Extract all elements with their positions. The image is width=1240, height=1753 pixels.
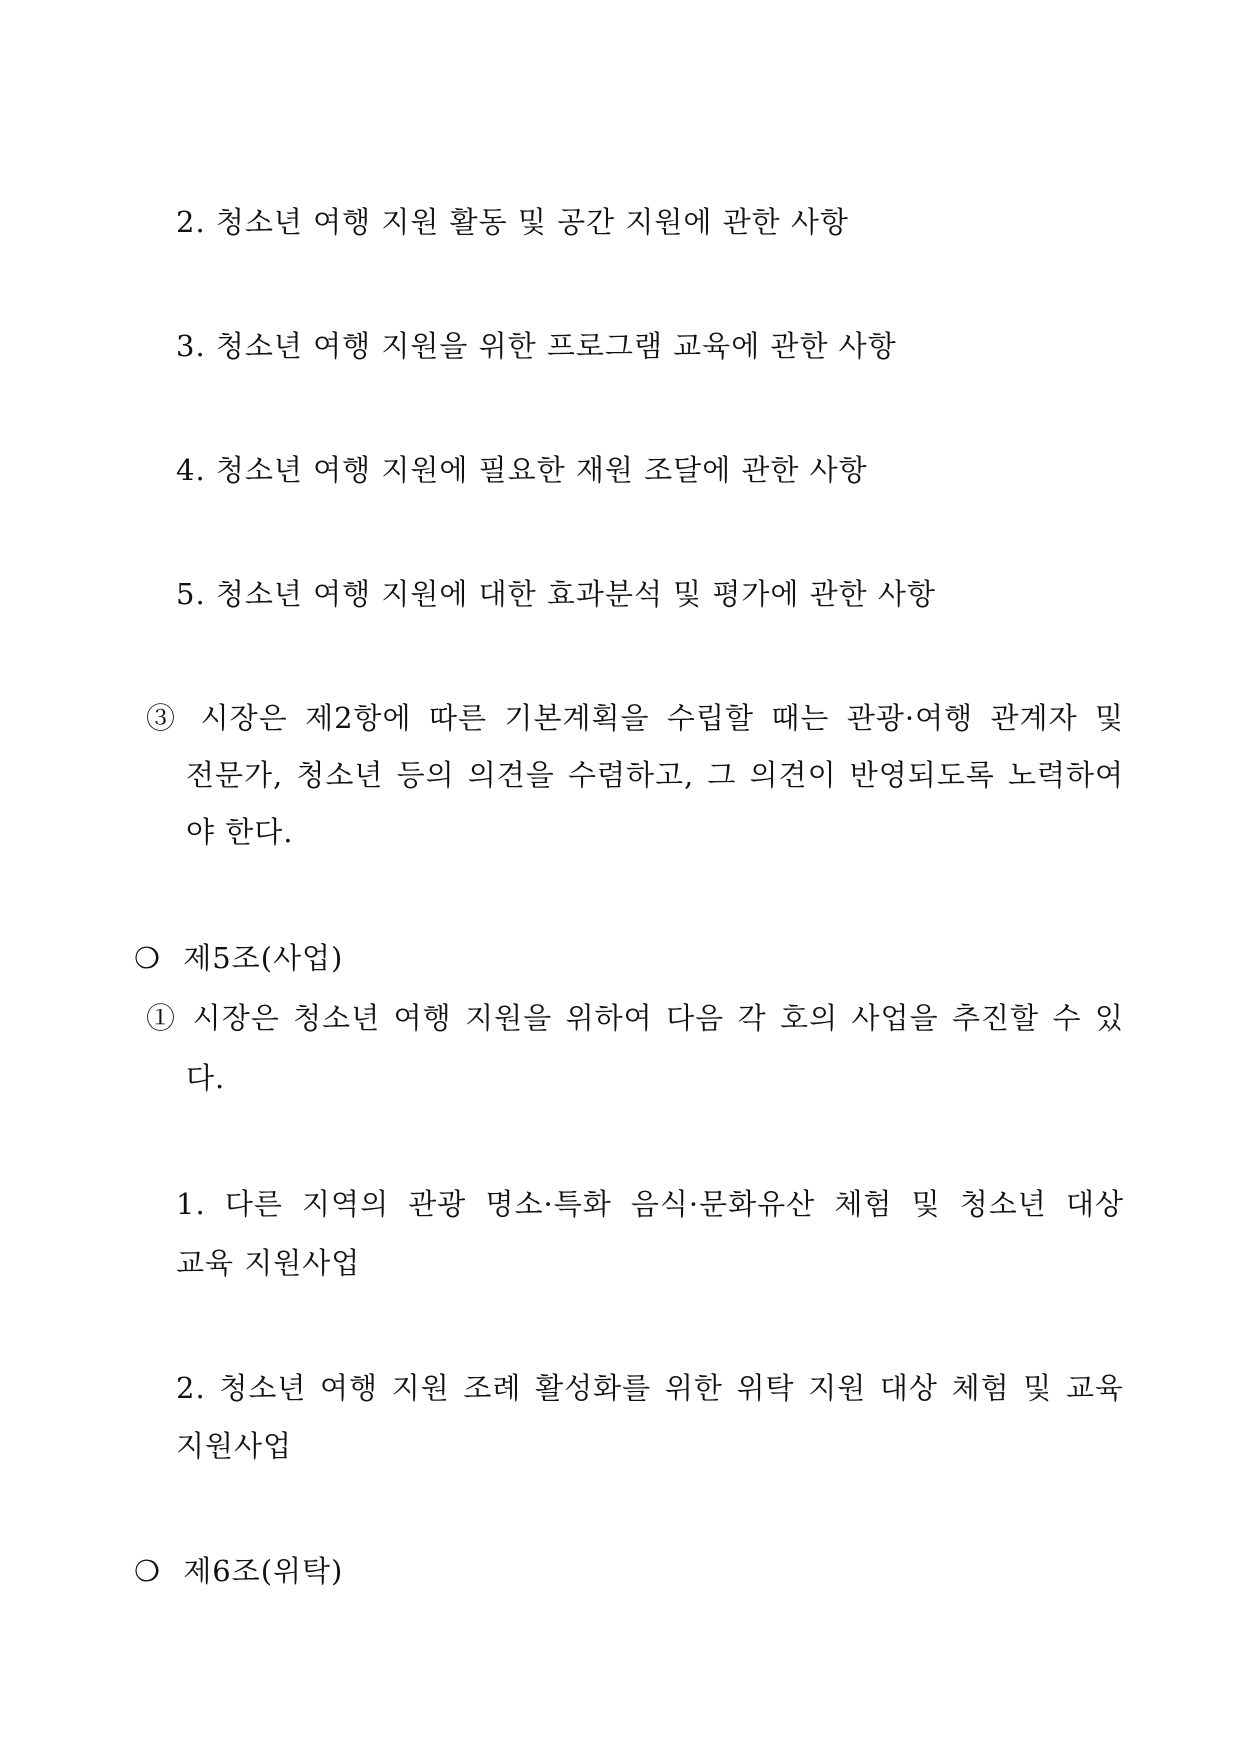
article-5-heading <box>134 940 343 976</box>
article-5-item-2-line-1: 2. 청소년 여행 지원 조례 활성화를 위한 위탁 지원 대상 체험 및 교육 <box>176 1371 1124 1405</box>
article-5-item-1-line-2: 교육 지원사업 <box>176 1246 361 1280</box>
list-item-4: 4. 청소년 여행 지원에 필요한 재원 조달에 관한 사항 <box>176 453 868 487</box>
paragraph-3-line-3: 야 한다. <box>186 815 294 849</box>
circle-bullet-icon: ❍ <box>134 1554 161 1588</box>
article-5-para-1-line-1: ① 시장은 청소년 여행 지원을 위하여 다음 각 호의 사업을 추진할 수 있 <box>146 1001 1124 1035</box>
list-item-5: 5. 청소년 여행 지원에 대한 효과분석 및 평가에 관한 사항 <box>176 577 936 611</box>
list-item-3: 3. 청소년 여행 지원을 위한 프로그램 교육에 관한 사항 <box>176 329 897 363</box>
article-6-heading <box>134 1553 343 1589</box>
article-5-para-1-line-2: 다. <box>186 1061 226 1095</box>
article-5-item-1-line-1: 1. 다른 지역의 관광 명소·특화 음식·문화유산 체험 및 청소년 대상 <box>176 1187 1124 1221</box>
article-6-title: 제6조(위탁) <box>183 1554 344 1588</box>
article-5-item-2-line-2: 지원사업 <box>176 1429 293 1463</box>
paragraph-3-line-1: ③ 시장은 제2항에 따른 기본계획을 수립할 때는 관광·여행 관계자 및 <box>146 701 1124 735</box>
article-5-title: 제5조(사업) <box>183 941 344 975</box>
paragraph-3-line-2: 전문가, 청소년 등의 의견을 수렴하고, 그 의견이 반영되도록 노력하여 <box>186 758 1124 792</box>
circle-bullet-icon: ❍ <box>134 941 161 975</box>
list-item-2: 2. 청소년 여행 지원 활동 및 공간 지원에 관한 사항 <box>176 205 849 239</box>
